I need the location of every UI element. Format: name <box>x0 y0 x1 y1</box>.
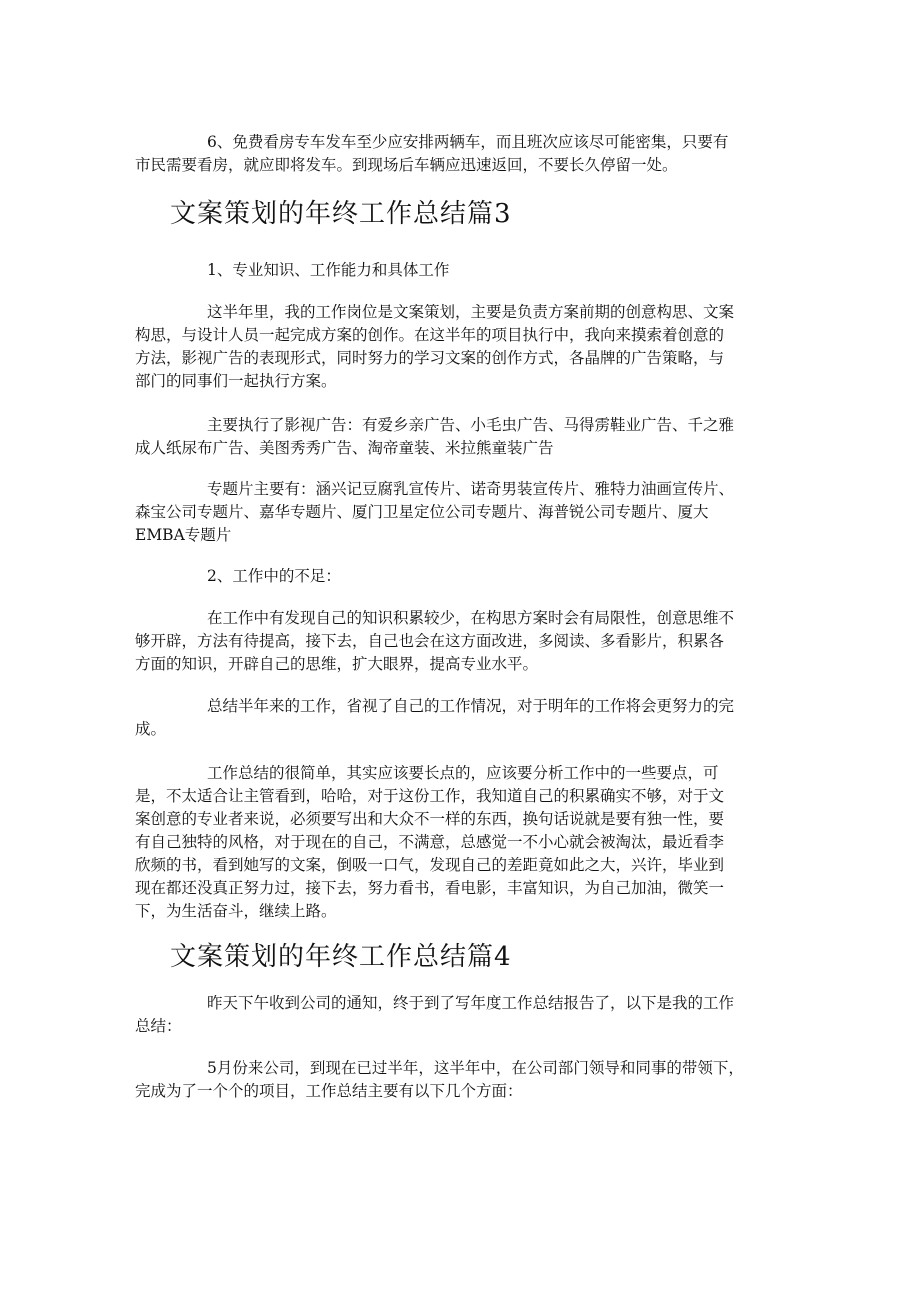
subheading-1 <box>135 259 795 282</box>
text-line: 够开辟，方法有待提高，接下去，自己也会在这方面改进，多阅读、多看影片，积累各 <box>135 632 725 650</box>
text-line: 方面的知识，开辟自己的思维，扩大眼界，提高专业水平。 <box>135 655 539 673</box>
paragraph-shortfall <box>135 607 795 676</box>
text-line: 下，为生活奋斗，继续上路。 <box>135 902 337 920</box>
text-line: 成人纸尿布广告、美图秀秀广告、淘帝童装、米拉熊童装广告 <box>135 439 554 457</box>
paragraph-films <box>135 478 795 547</box>
subheading-2 <box>135 565 795 588</box>
text-line: 方法，影视广告的表现形式，同时努力的学习文案的创作方式，各晶牌的广告策略，与 <box>135 349 725 367</box>
paragraph-may <box>135 1057 795 1103</box>
text-line: 这半年里，我的工作岗位是文案策划，主要是负责方案前期的创意构思、文案 <box>207 303 735 321</box>
text-line: 昨天下午收到公司的通知，终于到了写年度工作总结报告了，以下是我的工作 <box>207 994 735 1012</box>
text-line: 是，不太适合让主管看到，哈哈，对于这份工作，我知道自己的积累确实不够，对于文 <box>135 787 725 805</box>
text-line: 市民需要看房，就应即将发车。到现场后车辆应迅速返回，不要长久停留一处。 <box>135 156 678 174</box>
text-line: 2、工作中的不足： <box>207 567 341 585</box>
text-line: 案创意的专业者来说，必须要写出和大众不一样的东西，换句话说就是要有独一性，要 <box>135 810 725 828</box>
text-line: 5月份来公司，到现在已过半年，这半年中，在公司部门领导和同事的带领下， <box>207 1059 744 1077</box>
text-line: 欣频的书，看到她写的文案，倒吸一口气，发现自己的差距竟如此之大，兴许，毕业到 <box>135 856 725 874</box>
text-line: 工作总结的很简单，其实应该要长点的，应该要分析工作中的一些要点，可 <box>207 764 719 782</box>
text-line: 专题片主要有：涵兴记豆腐乳宣传片、诺奇男装宣传片、雅特力油画宣传片、 <box>207 480 735 498</box>
text-line: 现在都还没真正努力过，接下去，努力看书，看电影，丰富知识，为自己加油，微笑一 <box>135 879 725 897</box>
text-line: 总结： <box>135 1017 182 1035</box>
text-line: EMBA专题片 <box>135 526 232 544</box>
section-heading-4: 文案策划的年终工作总结篇4 <box>170 942 512 972</box>
text-line: 森宝公司专题片、嘉华专题片、厦门卫星定位公司专题片、海普锐公司专题片、厦大 <box>135 503 709 521</box>
paragraph-summary <box>135 695 795 741</box>
text-line: 部门的同事们一起执行方案。 <box>135 372 337 390</box>
text-line: 1、专业知识、工作能力和具体工作 <box>207 261 450 279</box>
text-line: 成。 <box>135 720 167 738</box>
text-line: 有自己独特的风格，对于现在的自己，不满意，总感觉一不小心就会被淘汰，最近看李 <box>135 833 725 851</box>
paragraph-notice <box>135 992 795 1038</box>
paragraph-ads <box>135 414 795 460</box>
text-line: 完成为了一个个的项目，工作总结主要有以下几个方面： <box>135 1082 523 1100</box>
paragraph-item-6 <box>135 131 795 177</box>
section-heading-3: 文案策划的年终工作总结篇3 <box>170 199 512 229</box>
text-line: 在工作中有发现自己的知识积累较少，在构思方案时会有局限性，创意思维不 <box>207 609 735 627</box>
paragraph-reflection <box>135 762 795 923</box>
text-line: 总结半年来的工作，省视了自己的工作情况，对于明年的工作将会更努力的完 <box>207 697 735 715</box>
text-line: 主要执行了影视广告：有爱乡亲广告、小毛虫广告、马得雳鞋业广告、千之雅 <box>207 416 735 434</box>
text-line: 构思，与设计人员一起完成方案的创作。在这半年的项目执行中，我向来摸索着创意的 <box>135 326 725 344</box>
text-line: 6、免费看房专车发车至少应安排两辆车，而且班次应该尽可能密集，只要有 <box>207 133 729 151</box>
paragraph-job-duties <box>135 301 795 393</box>
